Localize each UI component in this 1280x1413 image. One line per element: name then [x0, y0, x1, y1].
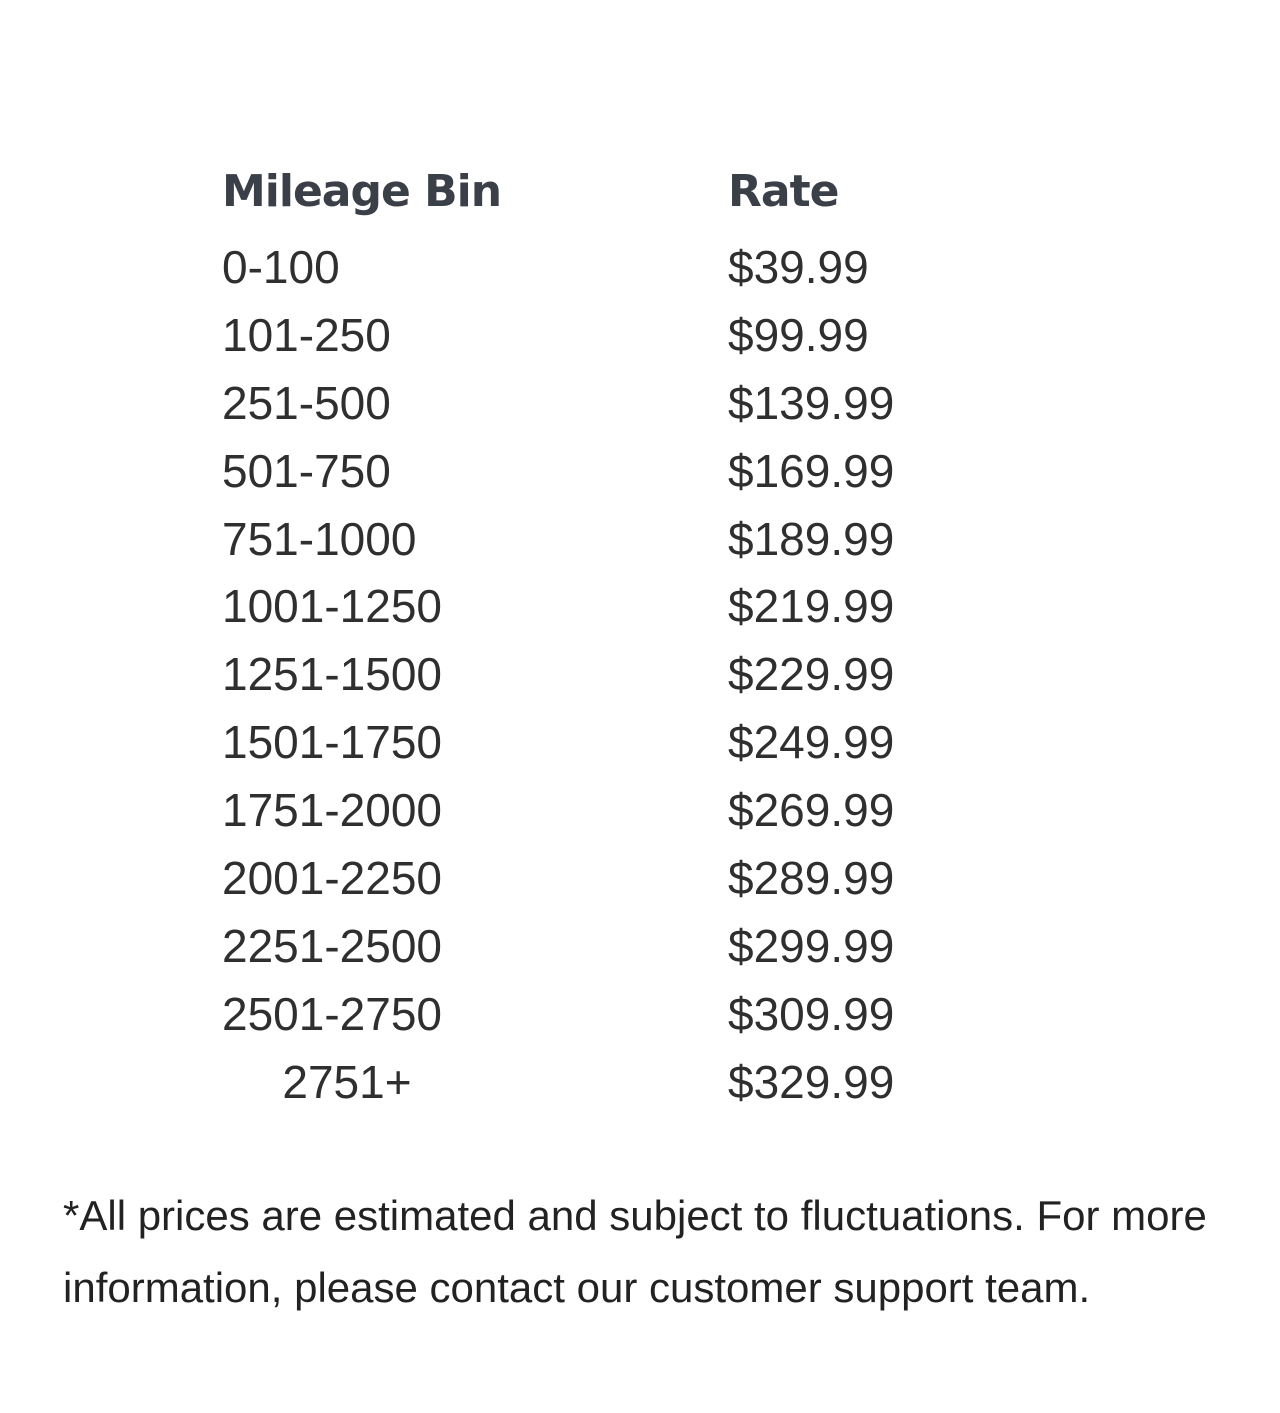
mileage-bin-cell: 1751-2000 [222, 784, 442, 837]
table-row [222, 438, 982, 506]
table-row [222, 234, 982, 302]
rate-cell: $39.99 [728, 241, 869, 293]
table-header [222, 162, 982, 222]
mileage-bin-cell: 1501-1750 [222, 716, 442, 769]
mileage-bin-cell: 0-100 [222, 241, 340, 293]
rate-cell: $309.99 [728, 987, 895, 1040]
mileage-bin-header: Mileage Bin [222, 166, 502, 217]
mileage-bin-cell: 2001-2250 [222, 852, 442, 905]
table-row [222, 1049, 982, 1117]
mileage-bin-cell: 101-250 [222, 308, 391, 361]
table-row [222, 370, 982, 438]
table-row [222, 981, 982, 1049]
mileage-bin-cell: 1001-1250 [222, 580, 442, 633]
table-row [222, 845, 982, 913]
rate-cell: $289.99 [728, 852, 895, 905]
table-row [222, 709, 982, 777]
rate-cell: $249.99 [728, 716, 895, 769]
rate-cell: $139.99 [728, 376, 895, 429]
rate-cell: $229.99 [728, 648, 895, 701]
mileage-bin-cell: 751-1000 [222, 512, 417, 565]
table-body [222, 234, 982, 1117]
mileage-bin-cell: 2751+ [282, 1055, 412, 1108]
mileage-bin-cell: 251-500 [222, 376, 391, 429]
table-row [222, 777, 982, 845]
rate-cell: $169.99 [728, 444, 895, 497]
rate-cell: $329.99 [728, 1055, 895, 1108]
rate-cell: $99.99 [728, 308, 869, 361]
table-row [222, 302, 982, 370]
mileage-bin-cell: 501-750 [222, 444, 391, 497]
rate-header: Rate [728, 166, 839, 217]
rate-cell: $219.99 [728, 580, 895, 633]
mileage-bin-cell: 2251-2500 [222, 919, 442, 972]
price-disclaimer: *All prices are estimated and subject to fluctuations. For more information, please contact our customer support team. [63, 1192, 1207, 1311]
mileage-bin-cell: 1251-1500 [222, 648, 442, 701]
table-row [222, 506, 982, 574]
table-row [222, 913, 982, 981]
table-row [222, 573, 982, 641]
mileage-bin-cell: 2501-2750 [222, 987, 442, 1040]
rate-cell: $299.99 [728, 919, 895, 972]
rate-cell: $189.99 [728, 512, 895, 565]
rate-cell: $269.99 [728, 784, 895, 837]
table-row [222, 641, 982, 709]
